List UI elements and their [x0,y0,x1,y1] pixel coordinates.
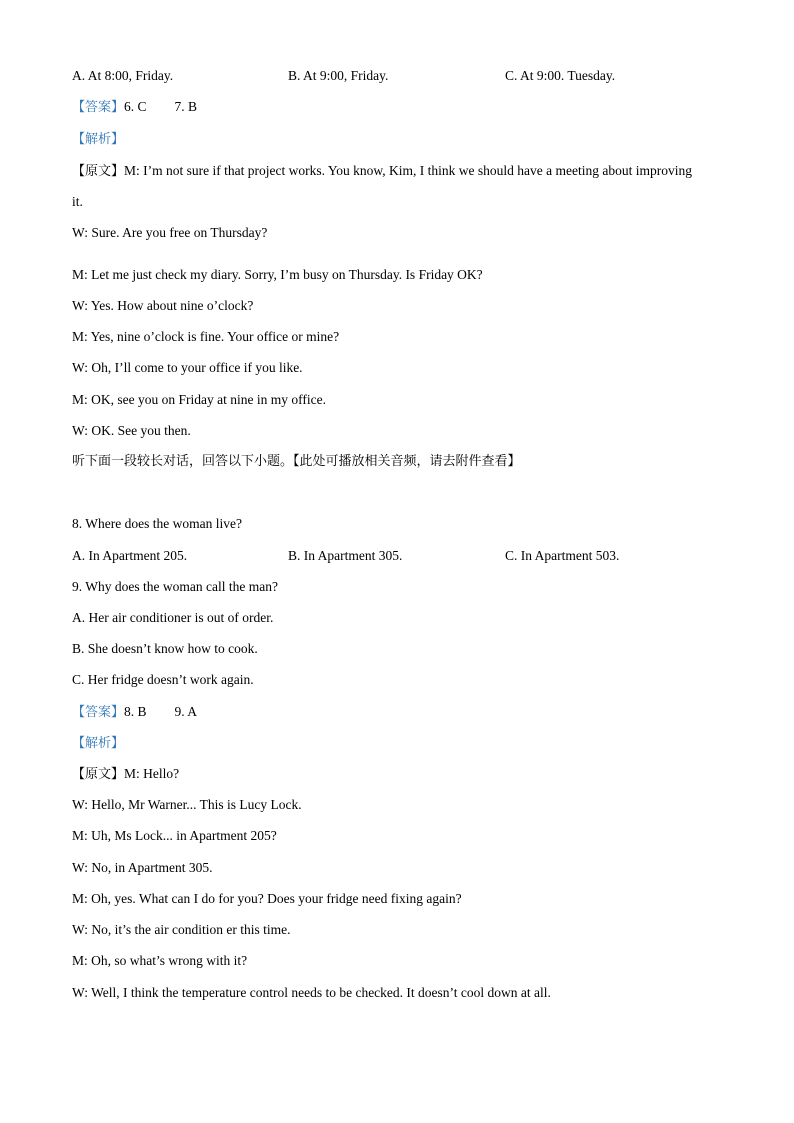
transcript-tag: 【原文】 [72,164,125,179]
q7-option-b: B. At 9:00, Friday. [288,68,389,83]
transcript-line: W: Oh, I’ll come to your office if you like. [72,360,303,375]
q8-option-a: A. In Apartment 205. [72,548,188,563]
answer-9: 9. A [174,704,198,719]
q9-option-b: B. She doesn’t know how to cook. [72,641,258,656]
analysis-tag: 【解析】 [72,132,125,147]
analysis-tag: 【解析】 [72,736,125,751]
answer-8: 8. B [124,704,147,719]
transcript-line: W: No, it’s the air condition er this time. [72,922,291,937]
q8-option-b: B. In Apartment 305. [288,548,403,563]
q9-question: 9. Why does the woman call the man? [72,579,278,594]
transcript-line: W: Yes. How about nine o’clock? [72,298,254,313]
q8-option-c: C. In Apartment 503. [505,548,620,563]
q9-option-a: A. Her air conditioner is out of order. [72,610,274,625]
transcript-line: W: Hello, Mr Warner... This is Lucy Lock. [72,797,302,812]
q9-option-c: C. Her fridge doesn’t work again. [72,672,254,687]
transcript-line: M: Uh, Ms Lock... in Apartment 205? [72,828,277,843]
transcript-line: M: Yes, nine o’clock is fine. Your office or mine? [72,329,340,344]
answer-line-1 [72,98,197,117]
answer-6: 6. C [124,99,147,114]
transcript-line: it. [72,194,83,209]
q8-question: 8. Where does the woman live? [72,516,242,531]
answer-tag: 【答案】 [72,100,125,115]
answer-tag: 【答案】 [72,705,125,720]
answer-7: 7. B [174,99,198,114]
transcript-line: W: Well, I think the temperature control needs to be checked. It doesn’t cool down at all. [72,985,551,1000]
transcript-line: M: OK, see you on Friday at nine in my office. [72,392,326,407]
transcript-line: M: Let me just check my diary. Sorry, I’m busy on Thursday. Is Friday OK? [72,267,483,282]
answer-line-2 [72,703,197,722]
analysis-line-1 [72,130,124,149]
transcript-tag: 【原文】 [72,767,125,782]
transcript-line: M: Oh, so what’s wrong with it? [72,953,248,968]
transcript-line: 【原文】M: I’m not sure if that project works. You know, Kim, I think we should have a meeting about improving [72,163,692,179]
transcript-line: W: Sure. Are you free on Thursday? [72,225,268,240]
q7-option-c: C. At 9:00. Tuesday. [505,68,616,83]
listening-instruction: 听下面一段较长对话，回答以下小题。【此处可播放相关音频，请去附件查看】 [72,454,521,469]
transcript-line: 【原文】M: Hello? [72,766,180,782]
transcript-line: W: No, in Apartment 305. [72,860,213,875]
transcript-line: M: Oh, yes. What can I do for you? Does your fridge need fixing again? [72,891,462,906]
transcript-line: W: OK. See you then. [72,423,191,438]
q7-option-a: A. At 8:00, Friday. [72,68,174,83]
analysis-line-2 [72,734,124,753]
